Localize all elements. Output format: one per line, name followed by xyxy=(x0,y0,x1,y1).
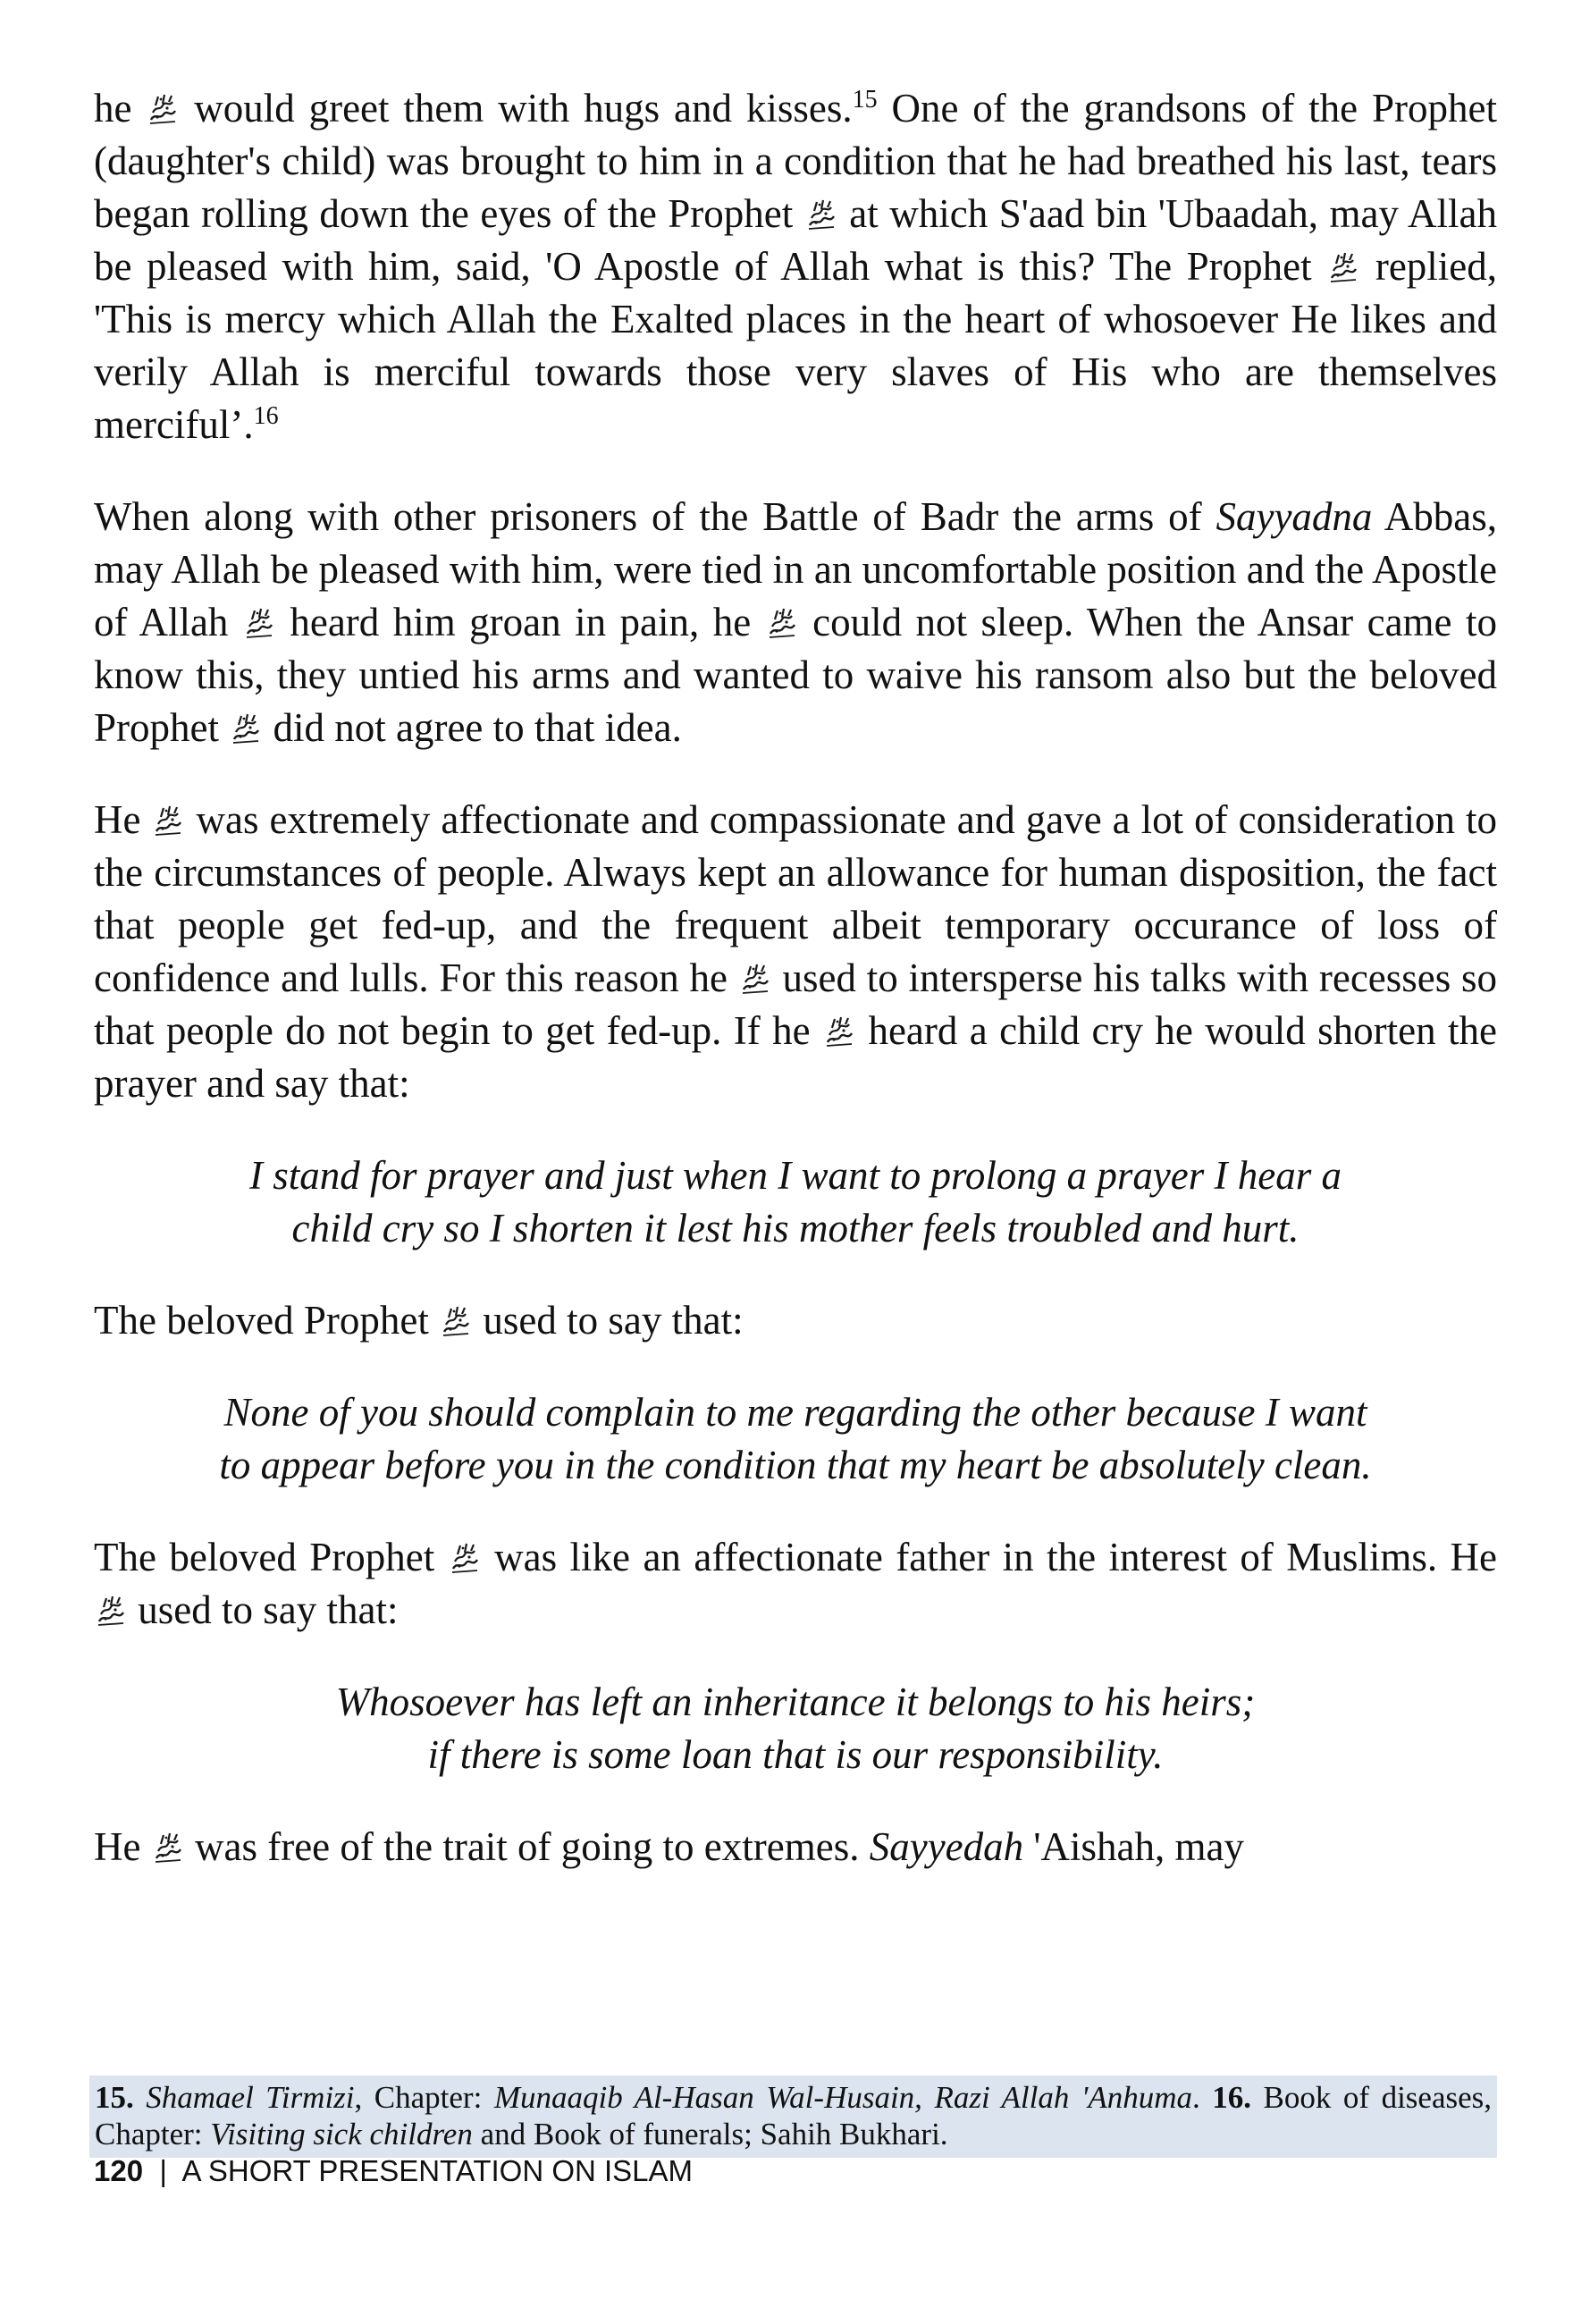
paragraph-text: He xyxy=(94,797,141,842)
footnote-chapter: Visiting sick children xyxy=(210,2117,473,2151)
paragraph-text: He xyxy=(94,1824,141,1869)
salutation-calligraphy-icon xyxy=(441,1305,471,1337)
quote-line: Whosoever has left an inheritance it belongs to his heirs; xyxy=(335,1680,1256,1724)
quote-line: to appear before you in the condition that my heart be absolutely clean. xyxy=(219,1443,1372,1487)
footnote-source: Shamael Tirmizi xyxy=(146,2080,355,2115)
paragraph-text: was like an affectionate father in the interest of Muslims. He xyxy=(494,1535,1498,1579)
block-quote-3 xyxy=(94,1676,1497,1781)
paragraph-4 xyxy=(94,1294,1497,1347)
emphasis-text: Sayyedah xyxy=(869,1824,1024,1869)
block-quote-2 xyxy=(94,1386,1497,1492)
paragraph-text: heard a child cry he would shorten the prayer and say that: xyxy=(94,1008,1498,1106)
quote-line: if there is some loan that is our responsibility. xyxy=(427,1732,1164,1777)
salutation-calligraphy-icon xyxy=(153,804,183,837)
paragraph-text: Abbas, may Allah be pleased with him, were tied in an uncomfortable position and the Apostle of Allah xyxy=(94,494,1498,644)
paragraph-text: 'Aishah, may xyxy=(1023,1824,1244,1869)
paragraph-text: One of the grandsons of the Prophet (daughter's child) was brought to him in a condition that he had breathed his last, tears began rolling down the eyes of the Prophet xyxy=(94,86,1498,236)
footnote-text: , Chapter: xyxy=(354,2080,494,2115)
footnote-number-16: 16. xyxy=(1212,2080,1252,2115)
book-title: A SHORT PRESENTATION ON ISLAM xyxy=(181,2154,694,2187)
paragraph-text: The beloved Prophet xyxy=(94,1535,435,1579)
salutation-calligraphy-icon xyxy=(806,198,837,231)
salutation-calligraphy-icon xyxy=(824,1015,854,1048)
emphasis-text: Sayyadna xyxy=(1216,494,1373,539)
salutation-calligraphy-icon xyxy=(96,1595,126,1627)
paragraph-text: was free of the trait of going to extremes. xyxy=(194,1824,870,1869)
footnotes-box xyxy=(89,2076,1497,2158)
salutation-calligraphy-icon xyxy=(767,607,797,639)
paragraph-6 xyxy=(94,1821,1497,1874)
footnote-ref-15[interactable]: 15 xyxy=(852,86,878,114)
paragraph-5 xyxy=(94,1531,1497,1637)
paragraph-text: was extremely affectionate and compassionate and gave a lot of consideration to the circumstances of people. Always kept an allowance for human disposition, the fact that people get fed-up, and the frequent albeit temporary occurance of loss of confidence and lulls. For this reason he xyxy=(94,797,1498,1000)
paragraph-text: used to say that: xyxy=(483,1298,744,1343)
page-body xyxy=(94,82,1497,1913)
quote-line: child cry so I shorten it lest his mother feels troubled and hurt. xyxy=(291,1206,1300,1250)
paragraph-text: at which S'aad bin 'Ubaadah, may Allah be pleased with him, said, 'O Apostle of Allah what is this? The Prophet xyxy=(94,191,1498,289)
paragraph-text: could not sleep. When the Ansar came to know this, they untied his arms and wanted to waive his ransom also but the beloved Prophet xyxy=(94,600,1497,750)
paragraph-text: did not agree to that idea. xyxy=(273,705,682,750)
footer-separator: | xyxy=(159,2154,167,2187)
block-quote-1 xyxy=(94,1149,1497,1255)
salutation-calligraphy-icon xyxy=(231,712,261,745)
salutation-calligraphy-icon xyxy=(153,1831,183,1864)
paragraph-text: The beloved Prophet xyxy=(94,1298,429,1343)
quote-line: I stand for prayer and just when I want to prolong a prayer I hear a xyxy=(248,1153,1342,1198)
salutation-calligraphy-icon xyxy=(244,607,274,639)
salutation-calligraphy-icon xyxy=(450,1542,480,1574)
salutation-calligraphy-icon xyxy=(740,963,770,995)
salutation-calligraphy-icon xyxy=(147,93,178,125)
page-footer xyxy=(94,2154,693,2188)
paragraph-text: would greet them with hugs and kisses. xyxy=(194,86,853,131)
paragraph-text: he xyxy=(94,86,132,131)
paragraph-text: replied, 'This is mercy which Allah the Exalted places in the heart of whosoever He likes and verily Allah is merciful towards those very slaves of His who are themselves merciful’. xyxy=(94,244,1498,447)
paragraph-text: heard him groan in pain, he xyxy=(290,600,752,644)
paragraph-3 xyxy=(94,794,1497,1110)
paragraph-2 xyxy=(94,491,1497,754)
footnote-number-15: 15. xyxy=(95,2080,134,2115)
page-number: 120 xyxy=(94,2154,144,2187)
paragraph-text: used to intersperse his talks with recesses so that people do not begin to get fed-up. If he xyxy=(94,956,1498,1053)
footnote-text: Book of diseases, Chapter: xyxy=(95,2080,1493,2151)
footnote-text: . xyxy=(1192,2080,1213,2115)
quote-line: None of you should complain to me regarding the other because I want xyxy=(223,1390,1367,1435)
footnote-chapter: Munaaqib Al-Hasan Wal-Husain, Razi Allah 'Anhuma xyxy=(493,2080,1193,2115)
footnote-ref-16[interactable]: 16 xyxy=(253,402,279,430)
paragraph-text: used to say that: xyxy=(138,1587,399,1632)
paragraph-1 xyxy=(94,82,1497,451)
salutation-calligraphy-icon xyxy=(1328,251,1358,283)
footnote-text: and Book of funerals; Sahih Bukhari. xyxy=(472,2117,948,2151)
paragraph-text: When along with other prisoners of the Battle of Badr the arms of xyxy=(94,494,1216,539)
